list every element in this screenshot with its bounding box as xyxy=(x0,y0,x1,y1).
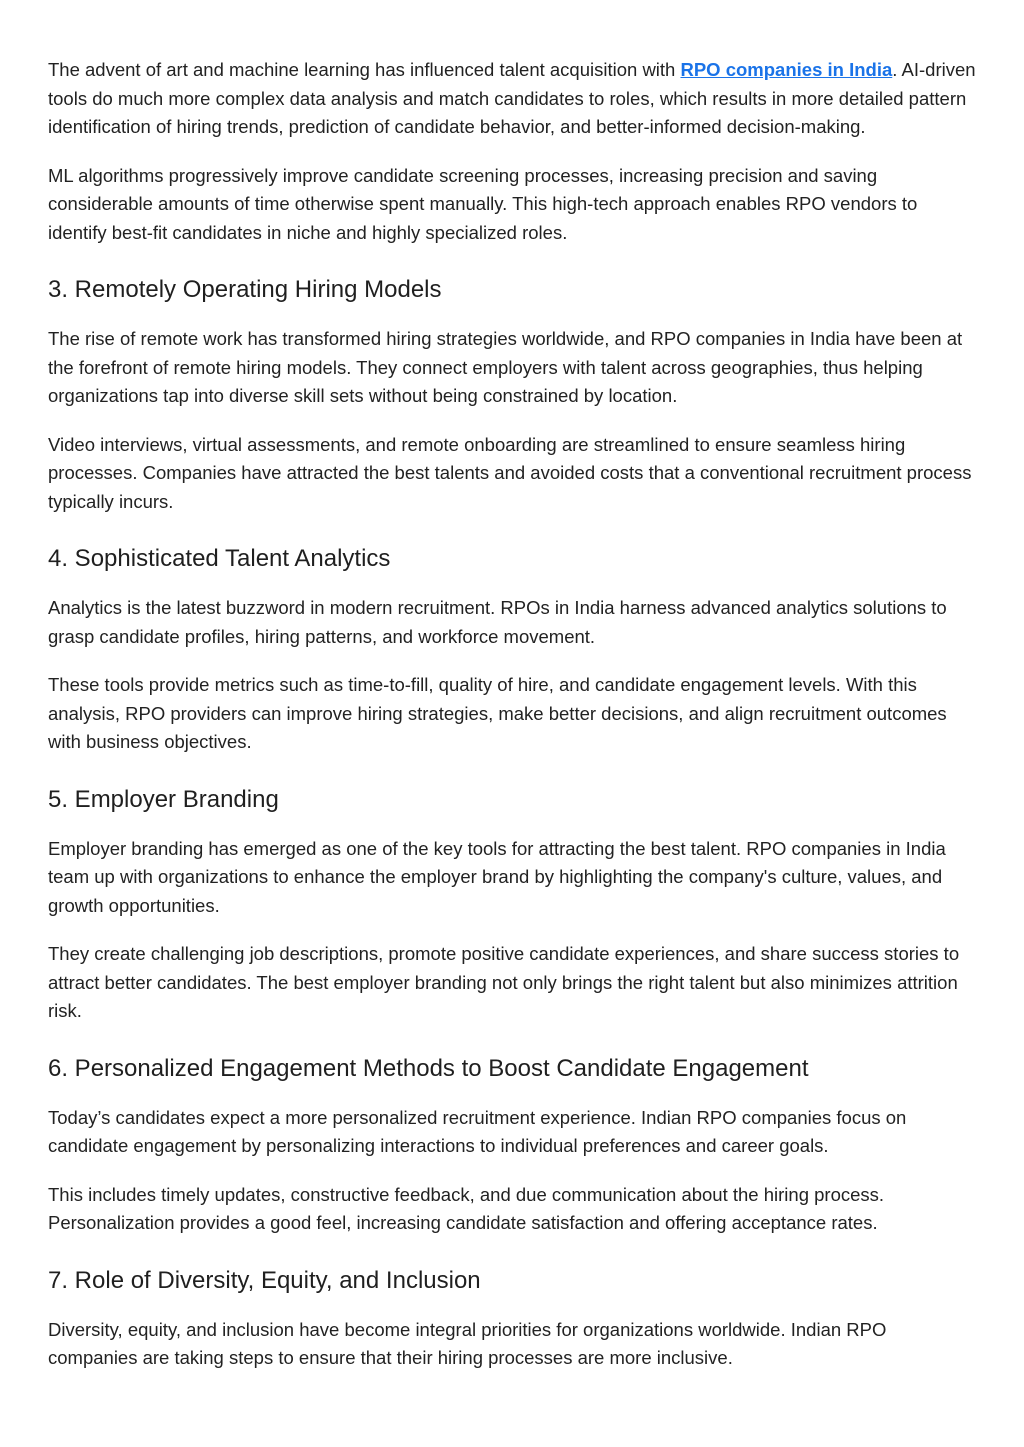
intro-paragraph-1 xyxy=(48,56,976,142)
section-paragraph: This includes timely updates, constructive feedback, and due communication about the hiring process. Personalization provides a good feel, increasing candidate satisfaction and offering acceptance rates. xyxy=(48,1183,885,1233)
intro-text-before-link: The advent of art and machine learning has influenced talent acquisition with xyxy=(48,59,681,80)
section-paragraph: Analytics is the latest buzzword in modern recruitment. RPOs in India harness advanced analytics solutions to grasp candidate profiles, hiring patterns, and workforce movement. xyxy=(48,597,947,647)
intro-text-after-link: . AI-driven tools do much more complex data analysis and match candidates to roles, which results in more detailed pattern identification of hiring trends, prediction of candidate behavior, and better-informed decision-making. xyxy=(48,59,976,137)
section-paragraph: Diversity, equity, and inclusion have become integral priorities for organizations worldwide. Indian RPO companies are taking steps to ensure that their hiring processes are more inclusive. xyxy=(48,1318,887,1368)
section-heading-talent-analytics: 4. Sophisticated Talent Analytics xyxy=(48,545,391,572)
section-paragraph: Employer branding has emerged as one of the key tools for attracting the best talent. RPO companies in India team up with organizations to enhance the employer brand by highlighting the company's culture, values, and growth opportunities. xyxy=(48,837,946,916)
section-paragraph: Video interviews, virtual assessments, and remote onboarding are streamlined to ensure seamless hiring processes. Companies have attracted the best talents and avoided costs that a conventional recruitment process typically incurs. xyxy=(48,433,972,512)
section-heading-diversity-equity-inclusion: 7. Role of Diversity, Equity, and Inclusion xyxy=(48,1266,481,1294)
section-paragraph: They create challenging job descriptions, promote positive candidate experiences, and share success stories to attract better candidates. The best employer branding not only brings the right talent but also minimizes attrition risk. xyxy=(48,943,960,1021)
section-heading-personalized-engagement: 6. Personalized Engagement Methods to Boost Candidate Engagement xyxy=(48,1054,809,1082)
section-paragraph: Today’s candidates expect a more personalized recruitment experience. Indian RPO companies focus on candidate engagement by personalizing interactions to individual preferences and career goals. xyxy=(48,1106,907,1156)
section-heading-remote-hiring: 3. Remotely Operating Hiring Models xyxy=(48,276,442,303)
section-heading-employer-branding: 5. Employer Branding xyxy=(48,785,279,813)
intro-paragraph-2: ML algorithms progressively improve candidate screening processes, increasing precision and saving considerable amounts of time otherwise spent manually. This high-tech approach enables RPO vendors to identify best-fit candidates in niche and highly specialized roles. xyxy=(48,164,918,243)
section-paragraph: The rise of remote work has transformed hiring strategies worldwide, and RPO companies in India have been at the forefront of remote hiring models. They connect employers with talent across geographies, thus helping organizations tap into diverse skill sets without being constrained by location. xyxy=(48,328,963,406)
section-paragraph: These tools provide metrics such as time-to-fill, quality of hire, and candidate engagement levels. With this analysis, RPO providers can improve hiring strategies, make better decisions, and align recruitment outcomes with business objectives. xyxy=(48,674,947,752)
rpo-companies-india-link[interactable]: RPO companies in India xyxy=(680,59,893,80)
